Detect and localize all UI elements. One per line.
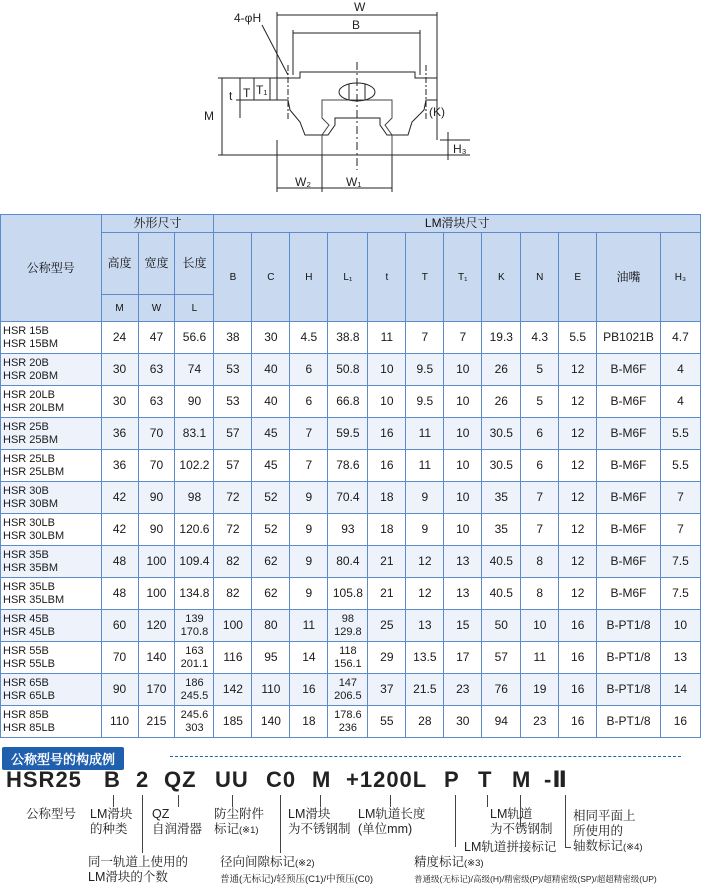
cell-oil: B-M6F [597,354,661,386]
cell-oil: B-M6F [597,482,661,514]
cell-t: 55 [368,706,406,738]
cell-l1: 93 [328,514,368,546]
cell-c: 110 [252,674,290,706]
cell-n: 19 [521,674,559,706]
model-cell: HSR 35LB HSR 35LBM [1,578,102,610]
cell-m: 110 [101,706,138,738]
table-row [1,482,701,514]
label-clearance: 径向间隙标记(※2) [220,855,315,869]
col-sym-t: t [368,233,406,322]
cell-c: 30 [252,322,290,354]
label-seal: 防尘附件 标记(※1) [214,807,265,836]
label-clearance-options: 普通(无标记)/轻预压(C1)/中预压(C0) [220,874,374,885]
cell-m: 70 [101,642,138,674]
cell-k: 35 [482,514,521,546]
cell-t1: 10 [444,386,482,418]
cell-h: 11 [290,610,328,642]
cell-w: 70 [138,418,175,450]
cell-m: 42 [101,482,138,514]
cell-m: 30 [101,354,138,386]
col-sym-h3: H₃ [660,233,700,322]
cell-w: 120 [138,610,175,642]
dim-w1-label: W₁ [346,175,362,189]
cell-oil: B-M6F [597,546,661,578]
cell-t: 16 [368,450,406,482]
cell-oil: B-PT1/8 [597,706,661,738]
dim-w-label: W [354,0,366,14]
code-part-count: 2 [136,767,150,792]
cell-n: 7 [521,514,559,546]
cell-l1: 80.4 [328,546,368,578]
model-cell: HSR 20B HSR 20BM [1,354,102,386]
cell-l: 98 [175,482,214,514]
cell-l1: 66.8 [328,386,368,418]
cell-oil: B-M6F [597,418,661,450]
cell-t: 37 [368,674,406,706]
cell-c: 62 [252,578,290,610]
cell-e: 12 [559,354,597,386]
cell-m: 48 [101,578,138,610]
cell-b: 142 [214,674,252,706]
code-part-axes: -Ⅱ [544,767,568,792]
cell-h: 6 [290,354,328,386]
cell-e: 16 [559,642,597,674]
model-cell: HSR 20LB HSR 20LBM [1,386,102,418]
cell-n: 23 [521,706,559,738]
cell-oil: B-M6F [597,578,661,610]
cell-l1: 147 206.5 [328,674,368,706]
col-oil-name: 油嘴 [597,233,661,322]
code-part-series: HSR25 [6,767,82,792]
cell-t1: 10 [444,418,482,450]
cell-c: 52 [252,482,290,514]
cell-k: 30.5 [482,418,521,450]
cell-c: 80 [252,610,290,642]
cell-w: 100 [138,546,175,578]
cell-m: 90 [101,674,138,706]
code-part-clearance: C0 [266,767,297,792]
cell-w: 100 [138,578,175,610]
cell-t: 13 [406,610,444,642]
cell-l1: 78.6 [328,450,368,482]
col-sym-c: C [252,233,290,322]
cell-h3: 4.7 [660,322,700,354]
code-part-ss-block: M [312,767,332,792]
dim-t-label: t [229,89,233,103]
cell-e: 5.5 [559,322,597,354]
cell-k: 50 [482,610,521,642]
cell-t: 21 [368,546,406,578]
cell-h3: 16 [660,706,700,738]
dim-h3-label: H₃ [453,142,467,156]
cell-b: 72 [214,482,252,514]
cell-oil: B-PT1/8 [597,674,661,706]
code-part-accuracy: P [444,767,460,792]
cell-l: 109.4 [175,546,214,578]
cell-e: 16 [559,706,597,738]
cell-k: 30.5 [482,450,521,482]
cell-l1: 105.8 [328,578,368,610]
cell-w: 215 [138,706,175,738]
cell-b: 53 [214,354,252,386]
table-row [1,642,701,674]
cell-e: 12 [559,450,597,482]
cell-l1: 70.4 [328,482,368,514]
cell-h: 7 [290,418,328,450]
cell-t: 11 [406,418,444,450]
cell-c: 45 [252,418,290,450]
cell-b: 100 [214,610,252,642]
cell-k: 57 [482,642,521,674]
dim-t1-label: T₁ [256,83,268,97]
cell-l1: 98 129.8 [328,610,368,642]
col-sym-t1: T₁ [444,233,482,322]
label-ss-block: LM滑块 为不锈钢制 [288,807,351,836]
cell-k: 35 [482,482,521,514]
label-block-type: LM滑块 的种类 [90,807,133,836]
cell-l: 90 [175,386,214,418]
cell-k: 40.5 [482,546,521,578]
cell-e: 16 [559,610,597,642]
cell-l1: 38.8 [328,322,368,354]
table-row [1,322,701,354]
table-row [1,578,701,610]
cell-oil: PB1021B [597,322,661,354]
model-header: 公称型号 [1,215,102,322]
model-cell: HSR 85B HSR 85LB [1,706,102,738]
model-cell: HSR 35B HSR 35BM [1,546,102,578]
cell-h3: 7.5 [660,546,700,578]
model-cell: HSR 30LB HSR 30LBM [1,514,102,546]
table-row [1,546,701,578]
cell-w: 90 [138,514,175,546]
cell-c: 95 [252,642,290,674]
cell-n: 5 [521,354,559,386]
cell-b: 82 [214,578,252,610]
cell-n: 11 [521,642,559,674]
cell-m: 36 [101,450,138,482]
cell-h: 9 [290,514,328,546]
cell-t1: 7 [444,322,482,354]
dim-m-label: M [204,109,214,123]
cell-e: 16 [559,674,597,706]
cell-k: 40.5 [482,578,521,610]
cell-e: 12 [559,482,597,514]
cell-h: 14 [290,642,328,674]
cell-l1: 59.5 [328,418,368,450]
col-sym-l: L [175,295,214,322]
cell-t1: 30 [444,706,482,738]
cell-h: 9 [290,546,328,578]
cell-t: 9.5 [406,354,444,386]
cell-k: 26 [482,386,521,418]
cell-l1: 178.6 236 [328,706,368,738]
col-sym-tt: T [406,233,444,322]
cell-oil: B-PT1/8 [597,610,661,642]
cell-h: 6 [290,386,328,418]
cell-h: 9 [290,578,328,610]
outer-group-header: 外形尺寸 [101,215,214,233]
cell-t1: 10 [444,450,482,482]
cell-m: 42 [101,514,138,546]
cell-h3: 5.5 [660,450,700,482]
cell-m: 48 [101,546,138,578]
cell-n: 8 [521,578,559,610]
cell-t: 21.5 [406,674,444,706]
col-sym-l1: L₁ [328,233,368,322]
cell-t: 12 [406,546,444,578]
model-cell: HSR 45B HSR 45LB [1,610,102,642]
col-width-name: 宽度 [138,233,175,295]
cell-l1: 118 156.1 [328,642,368,674]
cell-h3: 5.5 [660,418,700,450]
code-part-seal: UU [215,767,249,792]
cell-t1: 13 [444,546,482,578]
cell-b: 53 [214,386,252,418]
cell-m: 24 [101,322,138,354]
cell-h3: 10 [660,610,700,642]
col-sym-m: M [101,295,138,322]
cell-b: 82 [214,546,252,578]
cell-b: 116 [214,642,252,674]
code-part-qz: QZ [164,767,197,792]
cell-t: 13.5 [406,642,444,674]
cell-oil: B-PT1/8 [597,642,661,674]
cell-m: 30 [101,386,138,418]
cell-t1: 13 [444,578,482,610]
example-title: 公称型号的构成例 [2,747,124,770]
label-rail-length: LM轨道长度 (单位mm) [358,807,426,836]
cell-h3: 14 [660,674,700,706]
table-row [1,354,701,386]
cell-w: 170 [138,674,175,706]
table-row [1,386,701,418]
cell-t1: 10 [444,482,482,514]
dim-h-hole-label: 4-φH [234,11,262,25]
label-axes: 相同平面上 所使用的 轴数标记(※4) [573,809,643,853]
lm-guide-drawing [0,0,701,208]
cell-h: 18 [290,706,328,738]
cell-n: 10 [521,610,559,642]
spec-table [0,214,701,738]
cell-t: 7 [406,322,444,354]
cell-k: 94 [482,706,521,738]
cell-t: 12 [406,578,444,610]
col-sym-b: B [214,233,252,322]
col-sym-w: W [138,295,175,322]
cell-t: 11 [406,450,444,482]
cell-c: 40 [252,386,290,418]
cell-t: 10 [368,386,406,418]
cell-l1: 50.8 [328,354,368,386]
cell-l: 139 170.8 [175,610,214,642]
cell-t: 16 [368,418,406,450]
cell-t: 9 [406,514,444,546]
cell-e: 12 [559,514,597,546]
cell-t1: 10 [444,514,482,546]
cell-e: 12 [559,418,597,450]
cell-w: 63 [138,386,175,418]
table-row [1,610,701,642]
cell-l: 120.6 [175,514,214,546]
cell-l: 134.8 [175,578,214,610]
col-length-name: 长度 [175,233,214,295]
cell-k: 19.3 [482,322,521,354]
label-accuracy: 精度标记(※3) [414,855,484,869]
cell-l: 102.2 [175,450,214,482]
dim-b-label: B [352,18,361,32]
cell-h3: 7 [660,514,700,546]
cell-m: 36 [101,418,138,450]
table-row [1,674,701,706]
cell-l: 245.6 303 [175,706,214,738]
cell-t1: 17 [444,642,482,674]
label-model: 公称型号 [26,807,77,821]
model-cell: HSR 25B HSR 25BM [1,418,102,450]
dim-k-label: (K) [429,105,445,119]
cell-h: 4.5 [290,322,328,354]
cell-h3: 4 [660,354,700,386]
cell-t1: 10 [444,354,482,386]
code-part-joint: M [512,767,532,792]
cell-oil: B-M6F [597,386,661,418]
model-code-example [0,747,701,889]
cell-l: 163 201.1 [175,642,214,674]
col-sym-n: N [521,233,559,322]
cell-e: 12 [559,386,597,418]
cell-t: 9.5 [406,386,444,418]
model-cell: HSR 15B HSR 15BM [1,322,102,354]
label-joint: LM轨道拼接标记 [464,840,557,854]
cell-b: 38 [214,322,252,354]
cell-n: 5 [521,386,559,418]
col-height-name: 高度 [101,233,138,295]
cell-h3: 4 [660,386,700,418]
model-cell: HSR 30B HSR 30BM [1,482,102,514]
cell-l: 74 [175,354,214,386]
cell-h3: 7 [660,482,700,514]
cell-t: 9 [406,482,444,514]
label-block-count: 同一轨道上使用的 LM滑块的个数 [88,855,189,884]
dim-tt-label: T [243,86,251,100]
cell-n: 7 [521,482,559,514]
cell-t: 18 [368,514,406,546]
col-sym-h: H [290,233,328,322]
cell-c: 62 [252,546,290,578]
model-cell: HSR 55B HSR 55LB [1,642,102,674]
table-row [1,418,701,450]
cell-h: 7 [290,450,328,482]
table-row [1,706,701,738]
cell-t: 18 [368,482,406,514]
spec-body [1,322,701,738]
cell-k: 26 [482,354,521,386]
cell-t: 28 [406,706,444,738]
cell-c: 140 [252,706,290,738]
cell-b: 72 [214,514,252,546]
cell-c: 45 [252,450,290,482]
label-qz: QZ 自润滑器 [152,807,203,836]
cell-n: 8 [521,546,559,578]
cell-oil: B-M6F [597,450,661,482]
cell-n: 6 [521,450,559,482]
col-sym-k: K [482,233,521,322]
cell-h3: 7.5 [660,578,700,610]
cell-t: 11 [368,322,406,354]
code-part-rail-length: +1200L [346,767,428,792]
table-row [1,450,701,482]
cell-t: 21 [368,578,406,610]
col-sym-e: E [559,233,597,322]
cell-w: 63 [138,354,175,386]
dim-w2-label: W₂ [295,175,311,189]
label-ss-rail: LM轨道 为不锈钢制 [490,807,553,836]
cell-l: 83.1 [175,418,214,450]
model-cell: HSR 25LB HSR 25LBM [1,450,102,482]
cell-c: 52 [252,514,290,546]
cell-t: 29 [368,642,406,674]
cell-t: 10 [368,354,406,386]
lm-group-header: LM滑块尺寸 [214,215,701,233]
cell-b: 57 [214,418,252,450]
cell-b: 57 [214,450,252,482]
cell-e: 12 [559,578,597,610]
cell-w: 140 [138,642,175,674]
cell-h: 9 [290,482,328,514]
cell-l: 56.6 [175,322,214,354]
cell-c: 40 [252,354,290,386]
cell-h3: 13 [660,642,700,674]
cell-w: 90 [138,482,175,514]
cell-e: 12 [559,546,597,578]
cell-t1: 23 [444,674,482,706]
cell-n: 6 [521,418,559,450]
cell-w: 47 [138,322,175,354]
cell-oil: B-M6F [597,514,661,546]
example-divider [170,756,681,757]
cell-m: 60 [101,610,138,642]
code-part-block: B [104,767,121,792]
model-cell: HSR 65B HSR 65LB [1,674,102,706]
cell-t: 25 [368,610,406,642]
cell-h: 16 [290,674,328,706]
cell-n: 4.3 [521,322,559,354]
cell-t1: 15 [444,610,482,642]
cell-l: 186 245.5 [175,674,214,706]
code-part-ss-rail: T [478,767,493,792]
label-accuracy-options: 普通级(无标记)/高级(H)/精密级(P)/超精密级(SP)/超超精密级(UP) [414,874,657,884]
cell-b: 185 [214,706,252,738]
cell-k: 76 [482,674,521,706]
cell-w: 70 [138,450,175,482]
table-row [1,514,701,546]
